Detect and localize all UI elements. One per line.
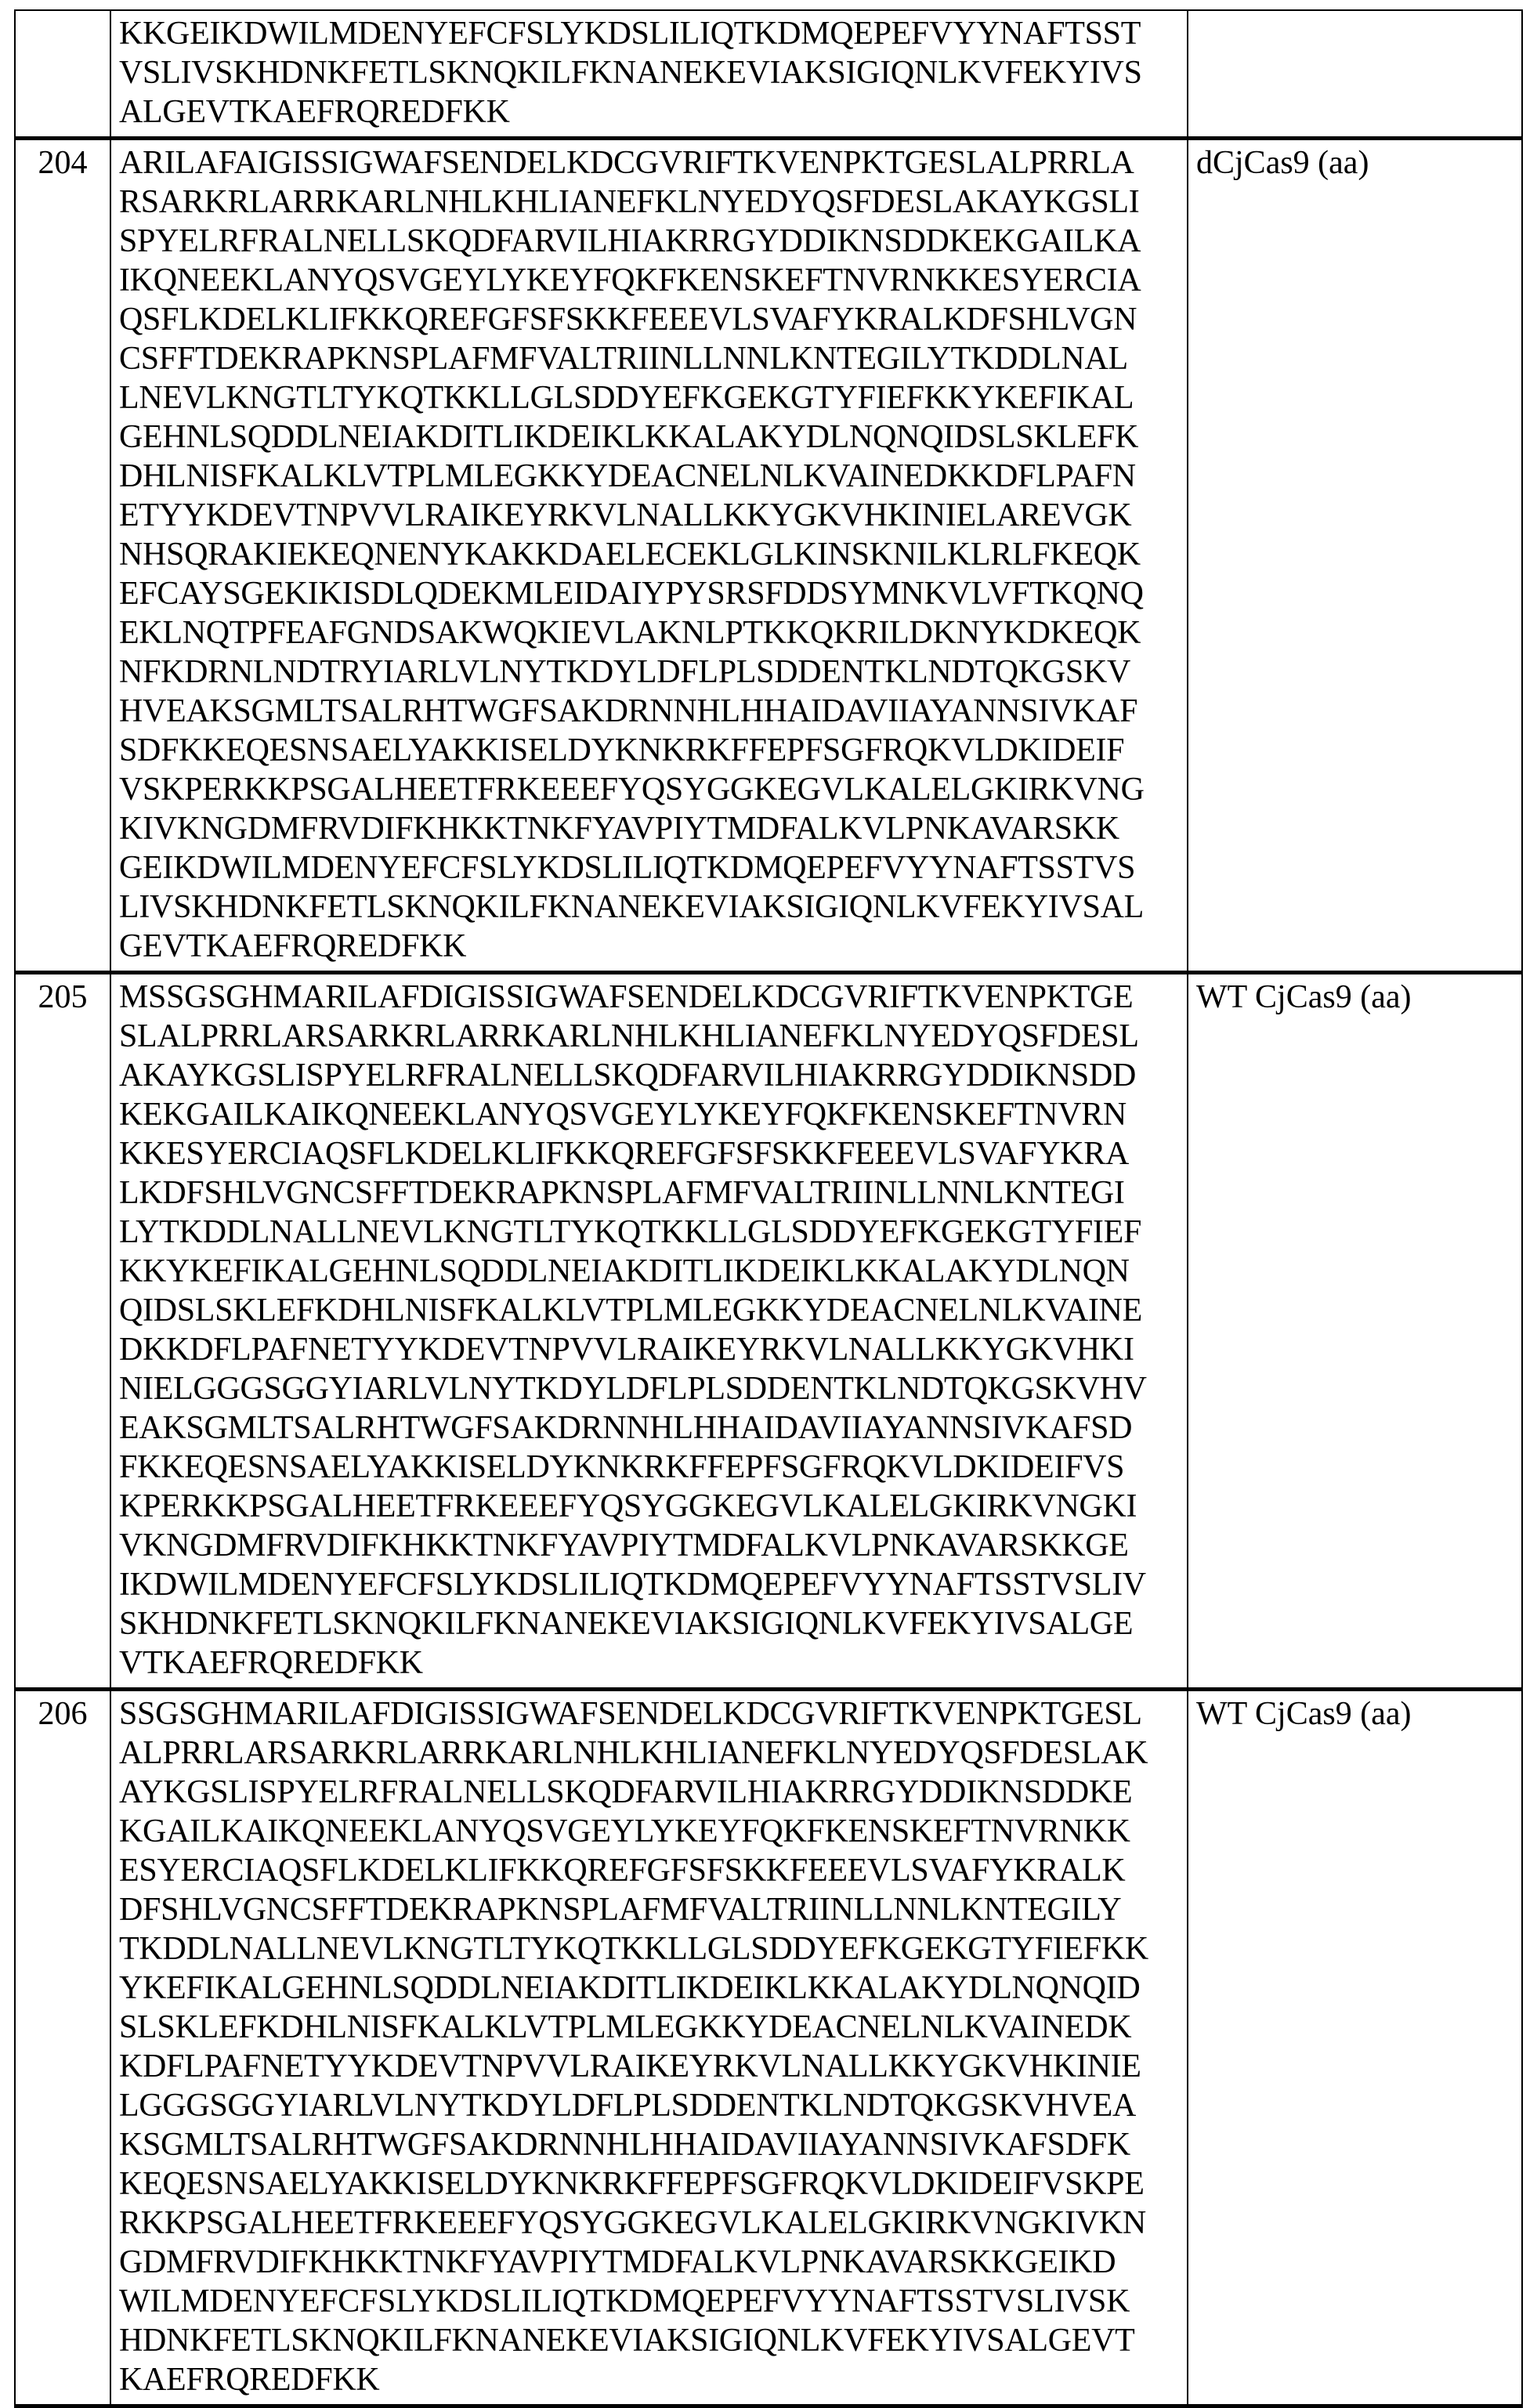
description-cell: WT CjCas9 (aa)	[1188, 973, 1522, 1690]
sequence-cell: SSGSGHMARILAFDIGISSIGWAFSENDELKDCGVRIFTKVENPKTGESL ALPRRLARSARKRLARRKARLNHLKHLIANEFKLNYEDYQSFDESLAK AYKGSLISPYELRFRALNELLSKQDFARVILHIAKRRGYDDIKNSDDKE KGAILKAIKQNEEKLANYQSVGEYLYKEYFQKFKENSKEFTNVRNKK ESYERCIAQSFLKDELKLIFKKQREFGFSFSKKFEEEVLSVAFYKRALK DFSHLVGNCSFFTDEKRAPKNSPLAFMFVALTRIINLLNNLKNTEGILY TKDDLNALLNEVLKNGTLTYKQTKKLLGLSDDYEFKGEKGTYFIEFKK YKEFIKALGEHNLSQDDLNEIAKDITLIKDEIKLKKALAKYDLNQNQID SLSKLEFKDHLNISFKALKLVTPLMLEGKKYDEACNELNLKVAINEDK KDFLPAFNETYYKDEVTNPVVLRAIKEYRKVLNALLKKYGKVHKINIE LGGGSGGYIARLVLNYTKDYLDFLPLSDDENTKLNDTQKGSKVHVEA KSGMLTSALRHTWGFSAKDRNNHLHHAIDAVIIAYANNSIVKAFSDFK KEQESNSAELYAKKISELDYKNKRKFFEPFSGFRQKVLDKIDEIFVSKPE RKKPSGALHEETFRKEEEFYQSYGGKEGVLKALELGKIRKVNGKIVKN GDMFRVDIFKHKKTNKFYAVPIYTMDFALKVLPNKAVARSKKGEIKD WILMDENYEFCFSLYKDSLILIQTKDMQEPEFVYYNAFTSSTVSLIVSK HDNKFETLSKNQKILFKNANEKEVIAKSIGIQNLKVFEKYIVSALGEVT KAEFRQREDFKK	[110, 1690, 1188, 2406]
table-row-205	[15, 973, 1522, 1690]
table-row-204	[15, 139, 1522, 973]
seq-id-cell: 204	[15, 139, 110, 973]
sequence-table	[14, 9, 1523, 2408]
seq-id-cell	[15, 10, 110, 139]
description-cell: dCjCas9 (aa)	[1188, 139, 1522, 973]
table-row-continued	[15, 10, 1522, 139]
description-cell: WT CjCas9 (aa)	[1188, 1690, 1522, 2406]
sequence-cell: MSSGSGHMARILAFDIGISSIGWAFSENDELKDCGVRIFTKVENPKTGE SLALPRRLARSARKRLARRKARLNHLKHLIANEFKLNYEDYQSFDESL AKAYKGSLISPYELRFRALNELLSKQDFARVILHIAKRRGYDDIKNSDD KEKGAILKAIKQNEEKLANYQSVGEYLYKEYFQKFKENSKEFTNVRN KKESYERCIAQSFLKDELKLIFKKQREFGFSFSKKFEEEVLSVAFYKRA LKDFSHLVGNCSFFTDEKRAPKNSPLAFMFVALTRIINLLNNLKNTEGI LYTKDDLNALLNEVLKNGTLTYKQTKKLLGLSDDYEFKGEKGTYFIEF KKYKEFIKALGEHNLSQDDLNEIAKDITLIKDEIKLKKALAKYDLNQN QIDSLSKLEFKDHLNISFKALKLVTPLMLEGKKYDEACNELNLKVAINE DKKDFLPAFNETYYKDEVTNPVVLRAIKEYRKVLNALLKKYGKVHKI NIELGGGSGGYIARLVLNYTKDYLDFLPLSDDENTKLNDTQKGSKVHV EAKSGMLTSALRHTWGFSAKDRNNHLHHAIDAVIIAYANNSIVKAFSD FKKEQESNSAELYAKKISELDYKNKRKFFEPFSGFRQKVLDKIDEIFVS KPERKKPSGALHEETFRKEEEFYQSYGGKEGVLKALELGKIRKVNGKI VKNGDMFRVDIFKHKKTNKFYAVPIYTMDFALKVLPNKAVARSKKGE IKDWILMDENYEFCFSLYKDSLILIQTKDMQEPEFVYYNAFTSSTVSLIV SKHDNKFETLSKNQKILFKNANEKEVIAKSIGIQNLKVFEKYIVSALGE VTKAEFRQREDFKK	[110, 973, 1188, 1690]
seq-id-cell: 206	[15, 1690, 110, 2406]
description-cell	[1188, 10, 1522, 139]
seq-id-cell: 205	[15, 973, 110, 1690]
sequence-cell: ARILAFAIGISSIGWAFSENDELKDCGVRIFTKVENPKTGESLALPRRLA RSARKRLARRKARLNHLKHLIANEFKLNYEDYQSFDESLAKAYKGSLI SPYELRFRALNELLSKQDFARVILHIAKRRGYDDIKNSDDKEKGAILKA IKQNEEKLANYQSVGEYLYKEYFQKFKENSKEFTNVRNKKESYERCIA QSFLKDELKLIFKKQREFGFSFSKKFEEEVLSVAFYKRALKDFSHLVGN CSFFTDEKRAPKNSPLAFMFVALTRIINLLNNLKNTEGILYTKDDLNAL LNEVLKNGTLTYKQTKKLLGLSDDYEFKGEKGTYFIEFKKYKEFIKAL GEHNLSQDDLNEIAKDITLIKDEIKLKKALAKYDLNQNQIDSLSKLEFK DHLNISFKALKLVTPLMLEGKKYDEACNELNLKVAINEDKKDFLPAFN ETYYKDEVTNPVVLRAIKEYRKVLNALLKKYGKVHKINIELAREVGK NHSQRAKIEKEQNENYKAKKDAELECEKLGLKINSKNILKLRLFKEQK EFCAYSGEKIKISDLQDEKMLEIDAIYPYSRSFDDSYMNKVLVFTKQNQ EKLNQTPFEAFGNDSAKWQKIEVLAKNLPTKKQKRILDKNYKDKEQK NFKDRNLNDTRYIARLVLNYTKDYLDFLPLSDDENTKLNDTQKGSKV HVEAKSGMLTSALRHTWGFSAKDRNNHLHHAIDAVIIAYANNSIVKAF SDFKKEQESNSAELYAKKISELDYKNKRKFFEPFSGFRQKVLDKIDEIF VSKPERKKPSGALHEETFRKEEEFYQSYGGKEGVLKALELGKIRKVNG KIVKNGDMFRVDIFKHKKTNKFYAVPIYTMDFALKVLPNKAVARSKK GEIKDWILMDENYEFCFSLYKDSLILIQTKDMQEPEFVYYNAFTSSTVS LIVSKHDNKFETLSKNQKILFKNANEKEVIAKSIGIQNLKVFEKYIVSAL GEVTKAEFRQREDFKK	[110, 139, 1188, 973]
sequence-cell: KKGEIKDWILMDENYEFCFSLYKDSLILIQTKDMQEPEFVYYNAFTSST VSLIVSKHDNKFETLSKNQKILFKNANEKEVIAKSIGIQNLKVFEKYIVS ALGEVTKAEFRQREDFKK	[110, 10, 1188, 139]
table-row-206	[15, 1690, 1522, 2406]
